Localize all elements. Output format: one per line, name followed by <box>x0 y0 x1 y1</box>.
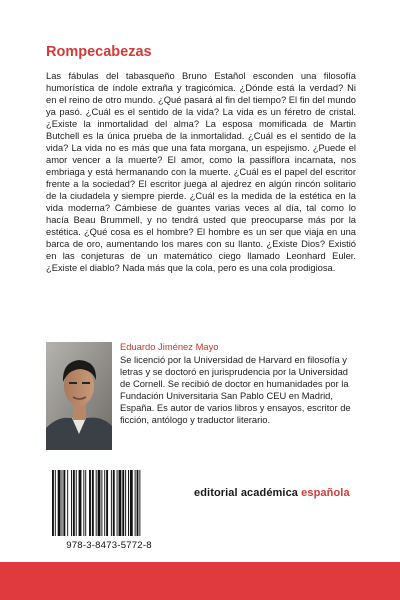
barcode-bars <box>50 470 168 538</box>
barcode-bar <box>62 470 63 536</box>
barcode-bar <box>119 470 122 536</box>
publisher-name-accent: española <box>301 487 350 499</box>
barcode-bar <box>128 470 129 536</box>
barcode-bar <box>130 470 133 536</box>
barcode-bar <box>104 470 105 536</box>
barcode-bar <box>89 470 91 536</box>
barcode-bar <box>135 470 136 536</box>
barcode-bar <box>98 470 101 536</box>
publisher-name-main: editorial académica <box>194 487 302 499</box>
barcode-bar <box>125 470 126 536</box>
barcode-bar <box>111 470 112 536</box>
barcode-bar <box>71 470 72 536</box>
barcode-bar <box>79 470 82 536</box>
barcode-bar <box>137 470 139 536</box>
barcode-bar <box>73 470 75 536</box>
book-title: Rompecabezas <box>46 44 152 60</box>
barcode-bar <box>83 470 84 536</box>
barcode-bar <box>117 470 118 536</box>
publisher-name <box>194 487 350 499</box>
barcode-bar <box>55 470 56 536</box>
barcode-bar <box>76 470 77 536</box>
footer-band <box>0 562 400 600</box>
barcode-bar <box>106 470 108 536</box>
barcode-bar <box>96 470 97 536</box>
author-bio: Se licenció por la Universidad de Harvard en filosofía y letras y se doctoró en jurisprudencia por la Universidad de Cornell. Se recibió de doctor en humanidades por la Fundación Universitaria San Pablo CEU en Madrid, España. Es autor de varios libros y ensayos, escritor de ficción, antólogo y traductor literario. <box>120 355 351 425</box>
barcode-bar <box>139 470 140 536</box>
barcode-bar <box>52 470 54 536</box>
author-photo <box>46 342 112 450</box>
barcode-bar <box>122 470 124 536</box>
barcode-bar <box>113 470 115 536</box>
isbn-number: 978-3-8473-5772-8 <box>66 540 152 551</box>
barcode-bar <box>67 470 68 536</box>
barcode <box>46 464 172 554</box>
barcode-bar <box>58 470 61 536</box>
author-name: Eduardo Jiménez Mayo <box>120 341 219 352</box>
barcode-bar <box>63 470 65 536</box>
barcode-bar <box>101 470 102 536</box>
barcode-bar <box>92 470 94 536</box>
book-blurb: Las fábulas del tabasqueño Bruno Estañol esconden una filosofía humorística de índole extraña y tragicómica. ¿Dónde está la verdad? Ni en el reino de otro mundo. ¿Qué pasará al fin del tiempo? El fin del mundo ya pasó. ¿Cuál es el sentido de la vida? La vida es un féretro de cristal. ¿Existe la inmortalidad del alma? La esposa momificada de Martin Butchell es la única prueba de la inmortalidad. ¿Cuál es el sentido de la vida? La vida no es más que una fata morgana, un espejismo. ¿Puede el amor vencer a la muerte? El amor, como la passiflora incarnata, nos embriaga y está hermanando con la muerte. ¿Cuál es el papel del escritor frente a la sociedad? El escritor juega al ajedrez en algún rincón solitario de la ciudadela y siempre pierde. ¿Cuál es la medida de la estética en la vida moderna? Cámbiese de guantes varias veces al día, tal como lo hacía Beau Brummell, y no tendrá usted que preocuparse más por la estética. ¿Qué cosa es el hombre? El hombre es un ser que viaja en una barca de oro, aumentando los mares con su llanto. ¿Existe Dios? Existió en las conjeturas de un matemático ciego llamado Leonhard Euler. ¿Existe el diablo? Nada más que la cola, pero es una cola prodigiosa. <box>46 71 356 273</box>
barcode-bar <box>85 470 86 536</box>
